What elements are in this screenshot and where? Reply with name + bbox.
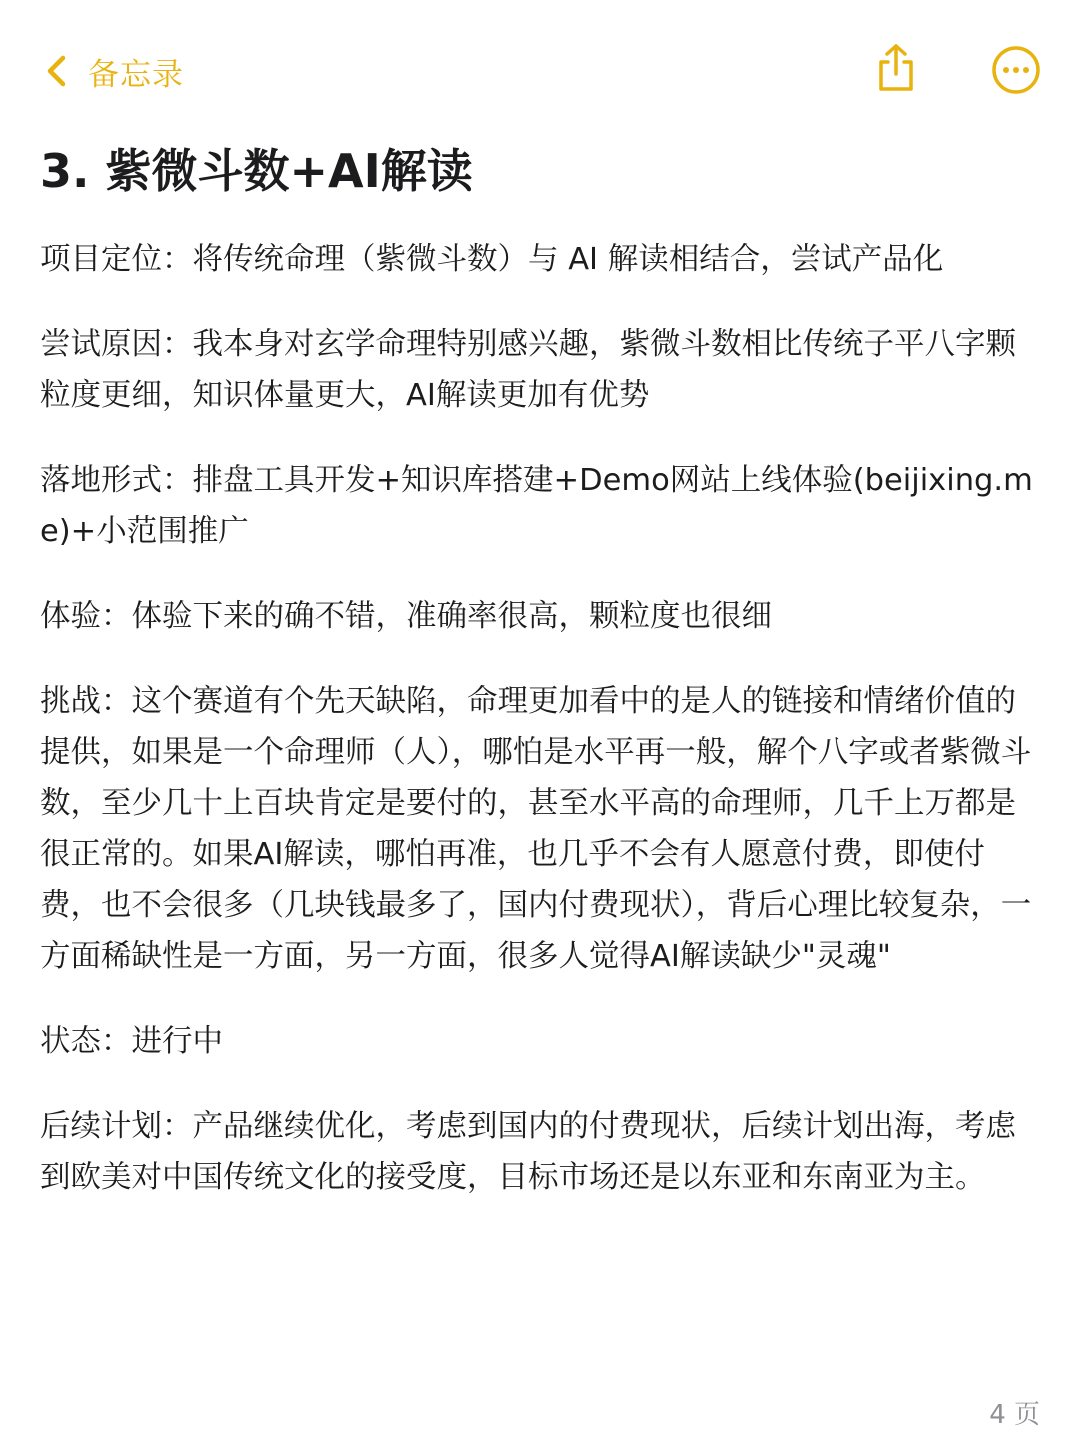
- note-title: 3. 紫微斗数+AI解读: [40, 144, 473, 198]
- paragraph-plan: 后续计划：产品继续优化，考虑到国内的付费现状，后续计划出海，考虑到欧美对中国传统文化的接受度，目标市场还是以东亚和东南亚为主。: [40, 1109, 1016, 1195]
- ellipsis-circle-icon: [991, 45, 1041, 99]
- page-indicator: 4 页: [989, 1400, 1040, 1430]
- share-button[interactable]: [868, 40, 924, 100]
- chevron-left-icon: [44, 54, 68, 88]
- paragraph-experience: 体验：体验下来的确不错，准确率很高，颗粒度也很细: [40, 599, 772, 634]
- more-options-button[interactable]: [988, 44, 1044, 100]
- back-label: 备忘录: [88, 56, 184, 93]
- note-body[interactable]: [40, 138, 1040, 1203]
- back-button[interactable]: [44, 46, 184, 96]
- paragraph-challenge: 挑战：这个赛道有个先天缺陷，命理更加看中的是人的链接和情绪价值的提供，如果是一个命理师（人），哪怕是水平再一般，解个八字或者紫微斗数，至少几十上百块肯定是要付的，甚至水平高的命理师，几千上万都是很正常的。如果AI解读，哪怕再准，也几乎不会有人愿意付费，即使付费，也不会很多（几块钱最多了，国内付费现状），背后心理比较复杂，一方面稀缺性是一方面，另一方面，很多人觉得AI解读缺少"灵魂": [40, 684, 1032, 974]
- paragraph-status: 状态：进行中: [40, 1024, 223, 1059]
- paragraph-reason: 尝试原因：我本身对玄学命理特别感兴趣，紫微斗数相比传统子平八字颗粒度更细，知识体量更大，AI解读更加有优势: [40, 327, 1016, 413]
- share-icon: [874, 42, 918, 98]
- paragraph-positioning: 项目定位：将传统命理（紫微斗数）与 AI 解读相结合，尝试产品化: [40, 242, 944, 277]
- navigation-bar: [0, 0, 1080, 130]
- paragraph-implementation: 落地形式：排盘工具开发+知识库搭建+Demo网站上线体验(beijixing.me)+小范围推广: [40, 463, 1033, 549]
